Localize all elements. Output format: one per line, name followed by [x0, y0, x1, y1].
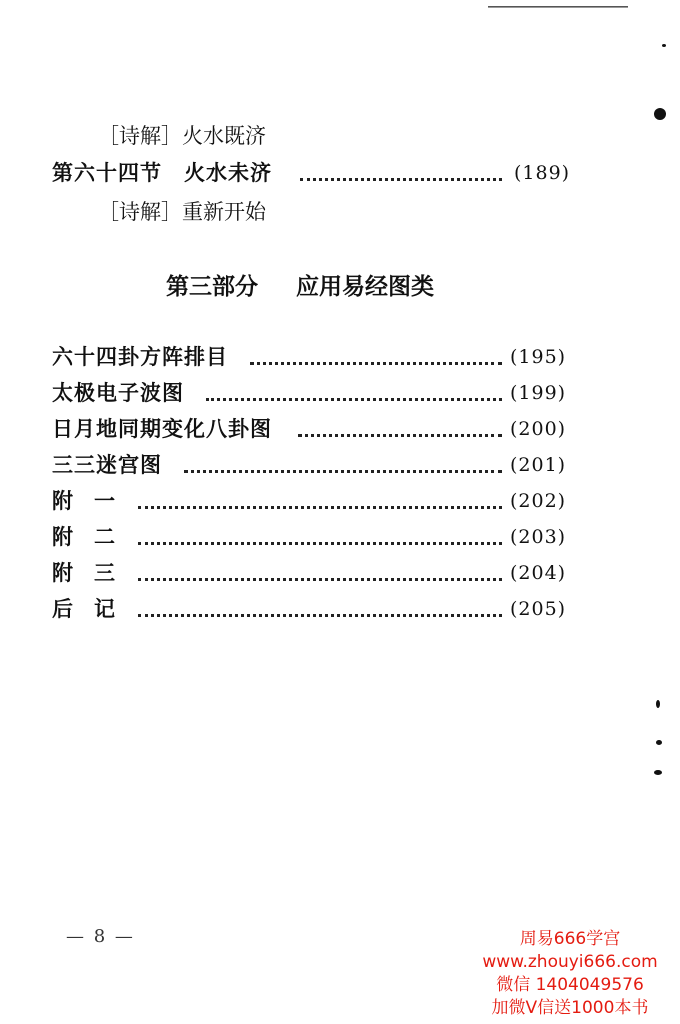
- toc-entry-title: 六十四卦方阵排目: [52, 345, 228, 369]
- part-label: 第三部分: [166, 274, 258, 300]
- dot-leader: [250, 362, 502, 365]
- toc-entry-title: 后 记: [52, 597, 115, 621]
- watermark-line: 周易666学宫: [519, 929, 621, 949]
- poem-note-line: ［诗解］火水既济: [98, 124, 266, 148]
- toc-entry[interactable]: [0, 412, 680, 446]
- scan-speck: [656, 740, 662, 745]
- toc-entry-page: (199): [510, 382, 567, 404]
- toc-entry-title: 第六十四节 火水未济: [52, 161, 272, 185]
- dot-leader: [138, 542, 502, 545]
- page-number: — 8 —: [66, 926, 135, 947]
- dot-leader: [138, 506, 502, 509]
- toc-entry[interactable]: [0, 340, 680, 374]
- toc-entry-title: 日月地同期变化八卦图: [52, 417, 272, 441]
- toc-entry[interactable]: [0, 448, 680, 482]
- toc-entry-title: 附 一: [52, 489, 115, 513]
- scan-speck: [662, 44, 666, 47]
- scan-speck: [654, 770, 662, 775]
- dot-leader: [138, 614, 502, 617]
- toc-entry-page: (202): [510, 490, 567, 512]
- dot-leader: [298, 434, 502, 437]
- toc-entry-title: 三三迷宫图: [52, 453, 162, 477]
- scan-speck: [654, 108, 666, 120]
- toc-entry-page: (195): [510, 346, 567, 368]
- toc-entry-page: (203): [510, 526, 567, 548]
- watermark-line: 加微V信送1000本书: [491, 998, 649, 1018]
- poem-note-line: ［诗解］重新开始: [98, 200, 266, 224]
- watermark-url[interactable]: www.zhouyi666.com: [482, 952, 658, 972]
- dot-leader: [184, 470, 502, 473]
- dot-leader: [206, 398, 502, 401]
- toc-entry-title: 附 三: [52, 561, 115, 585]
- toc-entry-title: 附 二: [52, 525, 115, 549]
- watermark-line: 微信 1404049576: [496, 975, 644, 995]
- toc-entry[interactable]: [0, 556, 680, 590]
- dot-leader: [138, 578, 502, 581]
- toc-entry[interactable]: [0, 484, 680, 518]
- toc-entry-page: (205): [510, 598, 567, 620]
- toc-entry-page: (204): [510, 562, 567, 584]
- toc-entry-page: (201): [510, 454, 567, 476]
- watermark: [470, 928, 670, 1020]
- dot-leader: [300, 178, 502, 181]
- toc-entry[interactable]: [0, 520, 680, 554]
- toc-entry-title: 太极电子波图: [52, 381, 184, 405]
- scan-edge-mark: [488, 0, 628, 7]
- toc-entry[interactable]: [0, 156, 680, 190]
- part-title: 应用易经图类: [296, 274, 434, 300]
- toc-entry-page: (200): [510, 418, 567, 440]
- scan-speck: [656, 700, 660, 708]
- toc-entry[interactable]: [0, 376, 680, 410]
- toc-entry-page: (189): [514, 162, 571, 184]
- toc-entry[interactable]: [0, 592, 680, 626]
